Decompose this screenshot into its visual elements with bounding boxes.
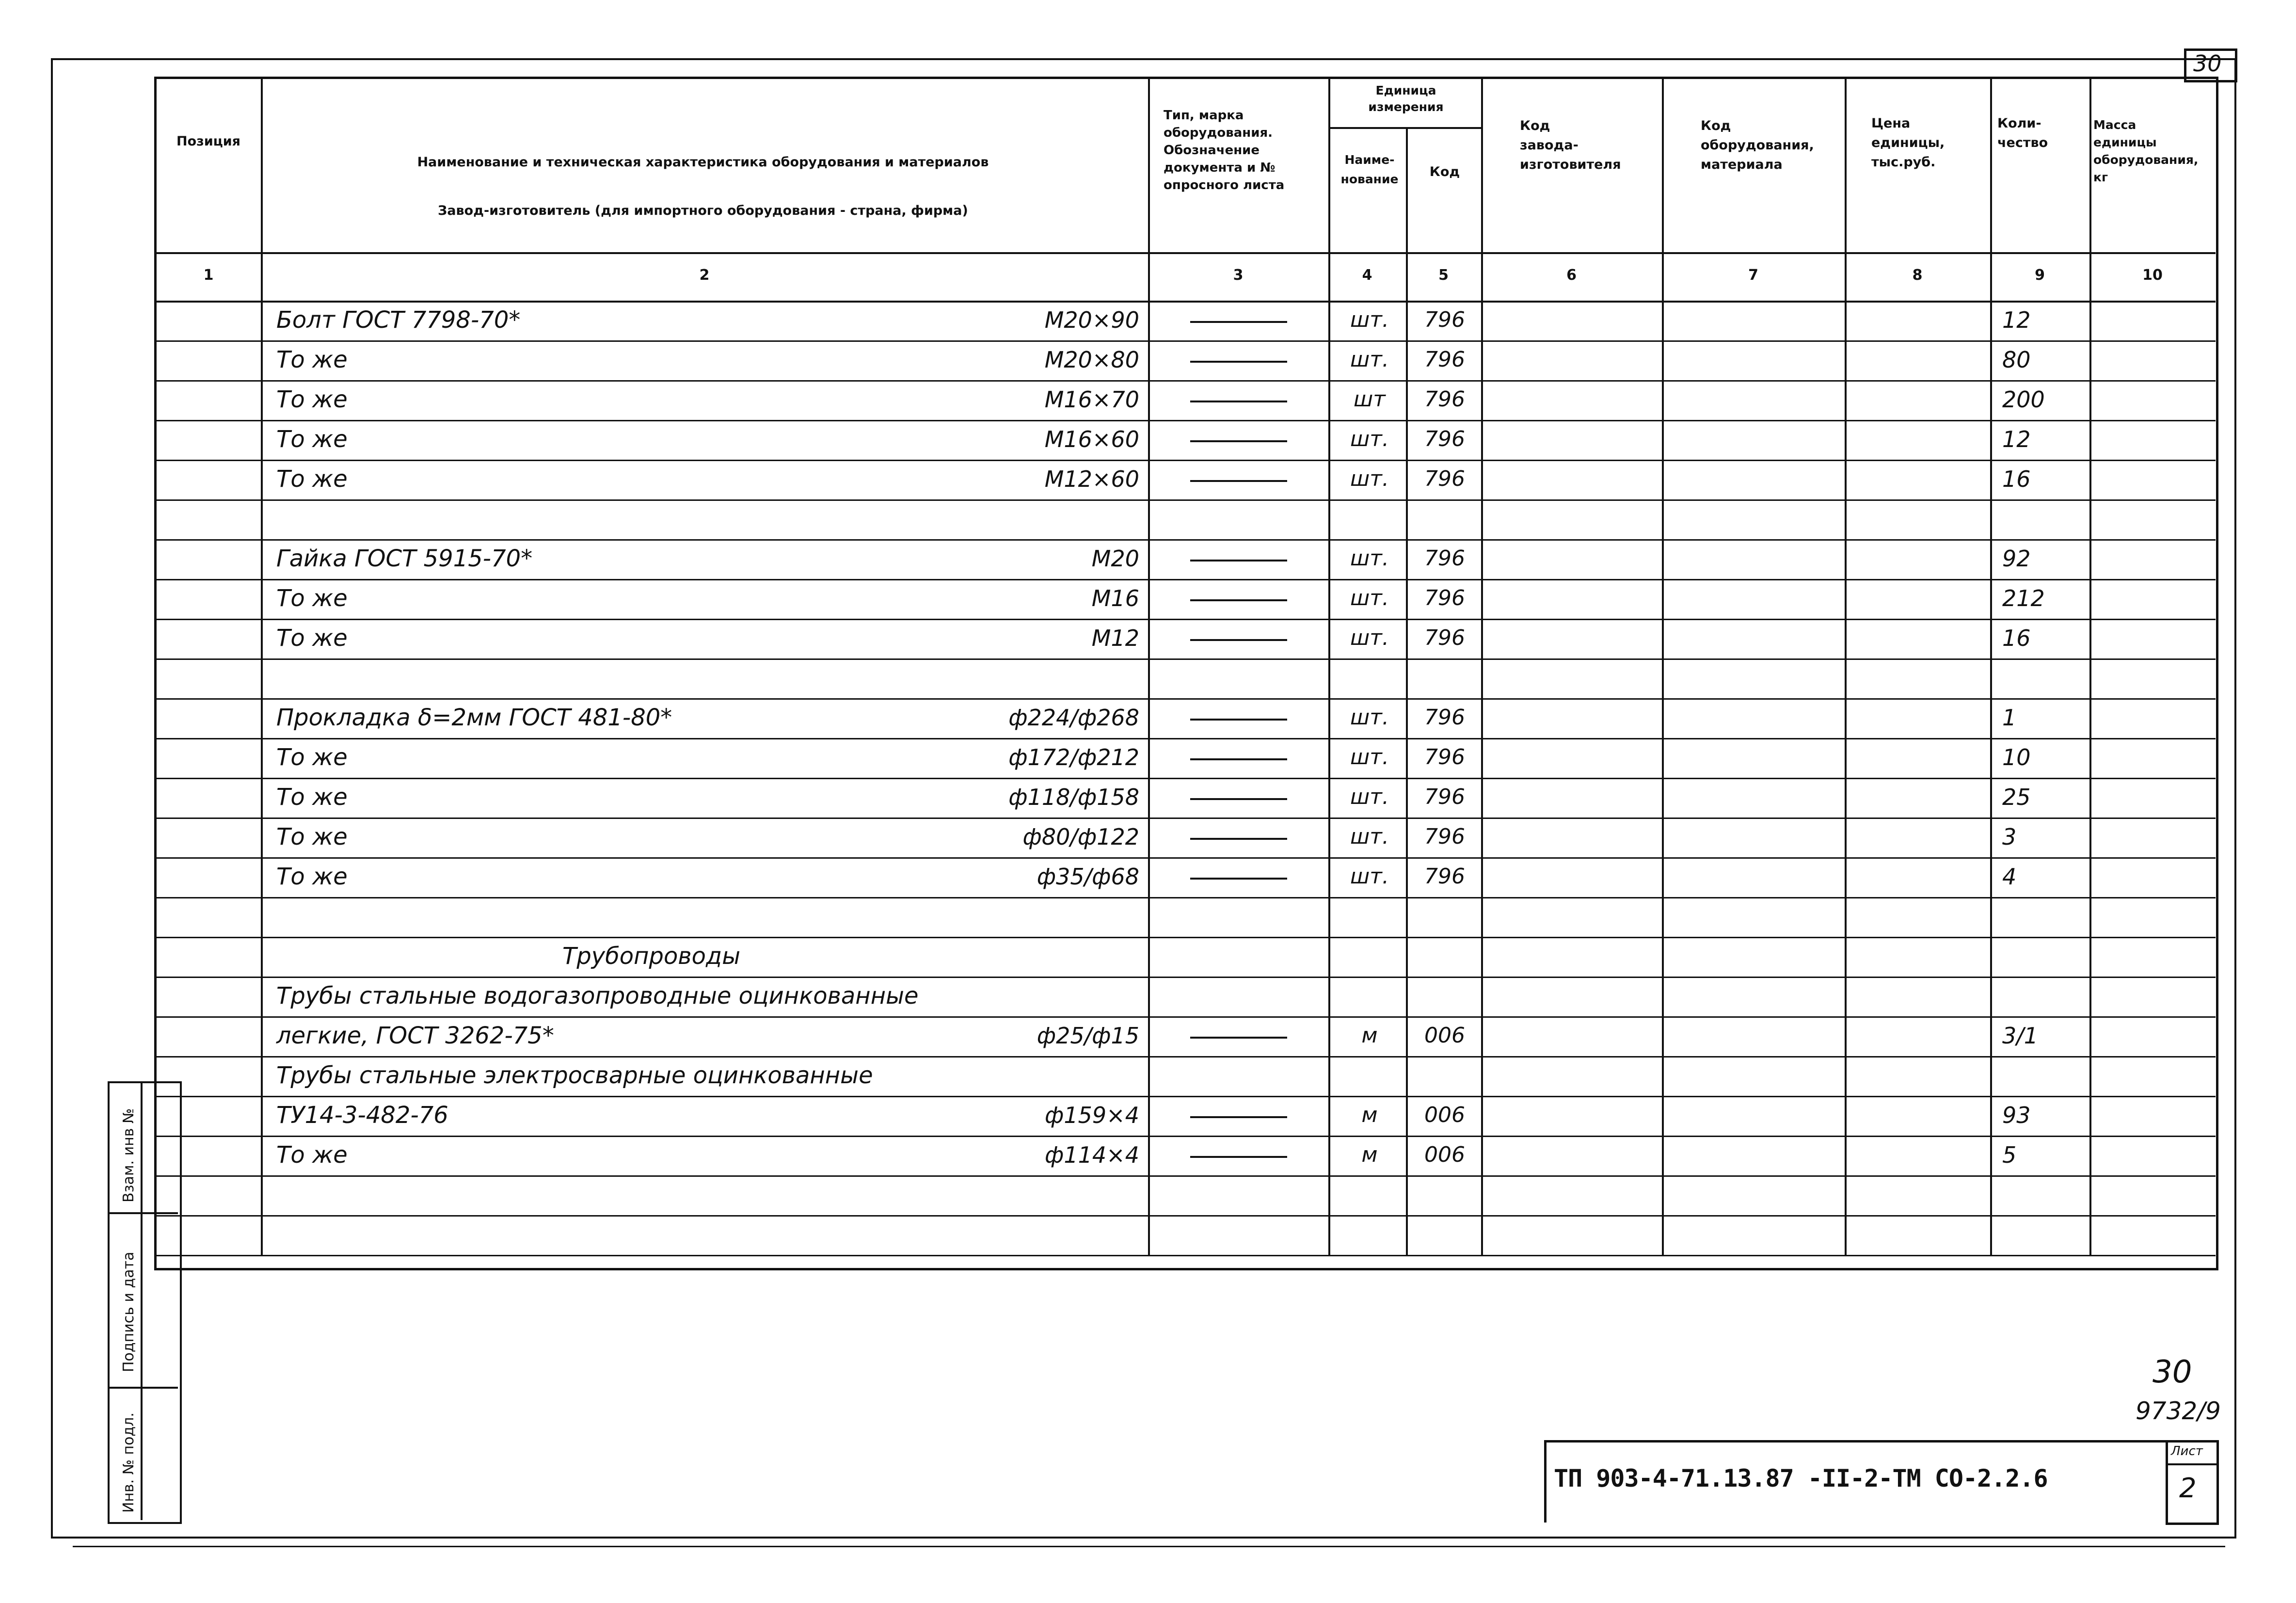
- row-code: 796: [1424, 705, 1465, 730]
- row-size: ф159×4: [1045, 1102, 1139, 1128]
- row-line: [156, 658, 2216, 660]
- row-size: ф114×4: [1045, 1142, 1139, 1168]
- row-line: [156, 698, 2216, 700]
- row-dash: [1190, 321, 1287, 323]
- row-name: То же: [276, 465, 348, 493]
- row-code: 006: [1424, 1103, 1465, 1127]
- stamp-sheet-value: 2: [2179, 1473, 2197, 1504]
- row-quantity: 10: [2002, 744, 2031, 770]
- row-name: Гайка ГОСТ 5915-70*: [276, 545, 533, 572]
- colnum-4: 4: [1362, 267, 1372, 284]
- row-quantity: 200: [2002, 386, 2045, 413]
- row-size: ф118/ф158: [1008, 784, 1139, 810]
- row-dash: [1190, 878, 1287, 880]
- row-quantity: 16: [2002, 625, 2031, 651]
- row-dash: [1190, 1037, 1287, 1039]
- row-code: 796: [1424, 307, 1465, 332]
- row-size: М16×60: [1044, 426, 1139, 452]
- row-unit: шт.: [1350, 864, 1389, 889]
- row-quantity: 1: [2002, 705, 2017, 731]
- colnum-10: 10: [2142, 267, 2163, 284]
- row-line: [156, 340, 2216, 342]
- side-label-inventory: Инв. № подл.: [120, 1412, 137, 1513]
- row-name: То же: [276, 625, 348, 652]
- row-code: 796: [1424, 387, 1465, 412]
- header-mass: Масса единицы оборудования, кг: [2093, 118, 2199, 184]
- row-dash: [1190, 719, 1287, 721]
- row-name: Трубы стальные водогазопроводные оцинкованные: [276, 982, 919, 1010]
- row-name: То же: [276, 386, 348, 413]
- row-dash: [1190, 1116, 1287, 1118]
- row-dash: [1190, 480, 1287, 482]
- row-line: [156, 1215, 2216, 1217]
- header-factory-code: Код завода- изготовителя: [1520, 118, 1621, 172]
- row-name: ТУ14-3-482-76: [276, 1102, 448, 1129]
- row-code: 796: [1424, 347, 1465, 372]
- row-name: То же: [276, 1141, 348, 1169]
- column-line: [1406, 127, 1408, 1255]
- colnum-5: 5: [1438, 267, 1449, 284]
- row-name: Трубопроводы: [562, 943, 741, 970]
- colnum-8: 8: [1912, 267, 1923, 284]
- row-dash: [1190, 440, 1287, 442]
- row-unit: шт.: [1350, 347, 1389, 372]
- row-quantity: 3/1: [2002, 1023, 2039, 1049]
- row-dash: [1190, 1156, 1287, 1158]
- row-line: [156, 977, 2216, 978]
- stamp-sheet-divider: [2166, 1463, 2216, 1465]
- colnum-3: 3: [1233, 267, 1244, 284]
- row-name: То же: [276, 863, 348, 890]
- row-name: То же: [276, 585, 348, 612]
- row-line: [156, 579, 2216, 580]
- colnum-2: 2: [699, 267, 710, 284]
- header-quantity: Коли- чество: [1997, 116, 2048, 150]
- row-unit: шт.: [1350, 307, 1389, 332]
- row-name: Прокладка δ=2мм ГОСТ 481-80*: [276, 704, 672, 731]
- row-size: М20×90: [1044, 307, 1139, 333]
- unit-group-line: [1328, 127, 1481, 129]
- row-code: 796: [1424, 466, 1465, 491]
- row-size: М12×60: [1044, 466, 1139, 492]
- row-size: М12: [1091, 625, 1139, 651]
- row-quantity: 93: [2002, 1102, 2031, 1128]
- row-code: 006: [1424, 1023, 1465, 1048]
- row-line: [156, 1016, 2216, 1018]
- row-line: [156, 380, 2216, 382]
- row-unit: шт.: [1350, 824, 1389, 849]
- row-code: 006: [1424, 1142, 1465, 1167]
- row-quantity: 25: [2002, 784, 2031, 810]
- row-line: [156, 420, 2216, 421]
- row-quantity: 4: [2002, 864, 2017, 890]
- row-line: [156, 937, 2216, 938]
- row-name: То же: [276, 744, 348, 771]
- row-unit: шт.: [1350, 466, 1389, 491]
- bottom-edge-line: [73, 1546, 2225, 1547]
- colnum-7: 7: [1748, 267, 1758, 284]
- header-unit-group: Единица измерения: [1368, 83, 1444, 114]
- row-unit: шт: [1354, 387, 1386, 412]
- row-quantity: 12: [2002, 307, 2031, 333]
- colnum-9: 9: [2035, 267, 2045, 284]
- row-size: ф80/ф122: [1022, 824, 1139, 850]
- row-dash: [1190, 401, 1287, 402]
- row-dash: [1190, 838, 1287, 840]
- row-code: 796: [1424, 546, 1465, 571]
- row-line: [156, 857, 2216, 859]
- row-size: М20: [1091, 545, 1139, 572]
- row-unit: шт.: [1350, 785, 1389, 809]
- row-name: То же: [276, 823, 348, 850]
- row-unit: шт.: [1350, 586, 1389, 610]
- stamp-sheet-label: Лист: [2171, 1444, 2203, 1459]
- row-line: [156, 1096, 2216, 1097]
- row-line: [156, 1255, 2216, 1256]
- row-unit: шт.: [1350, 427, 1389, 451]
- header-name-line2: Завод-изготовитель (для импортного оборудования - страна, фирма): [438, 203, 968, 218]
- row-quantity: 212: [2002, 585, 2045, 611]
- side-strip-divider-1: [108, 1212, 178, 1214]
- header-unit-code: Код: [1429, 164, 1460, 179]
- row-name: Трубы стальные электросварные оцинкованные: [276, 1062, 873, 1089]
- row-name: Болт ГОСТ 7798-70*: [276, 306, 521, 334]
- row-dash: [1190, 599, 1287, 601]
- row-line: [156, 897, 2216, 898]
- row-name: То же: [276, 346, 348, 373]
- row-line: [156, 818, 2216, 819]
- row-line: [156, 1175, 2216, 1177]
- side-label-signature: Подпись и дата: [120, 1251, 137, 1372]
- table-frame: [154, 77, 2218, 1270]
- header-type: Тип, марка оборудования. Обозначение документа и № опросного листа: [1164, 108, 1285, 192]
- row-unit: м: [1361, 1023, 1378, 1048]
- row-line: [156, 499, 2216, 501]
- row-line: [156, 539, 2216, 541]
- row-size: М20×80: [1044, 347, 1139, 373]
- row-code: 796: [1424, 427, 1465, 451]
- row-line: [156, 460, 2216, 461]
- stamp-page-number: 30: [2152, 1354, 2192, 1390]
- side-strip-divider-2: [108, 1387, 178, 1389]
- row-dash: [1190, 639, 1287, 641]
- row-line: [156, 738, 2216, 739]
- row-unit: шт.: [1350, 745, 1389, 769]
- header-bottom-line: [156, 252, 2216, 254]
- row-dash: [1190, 798, 1287, 800]
- row-unit: м: [1361, 1103, 1378, 1127]
- side-strip-inner-line: [141, 1081, 143, 1520]
- row-quantity: 16: [2002, 466, 2031, 492]
- row-quantity: 12: [2002, 426, 2031, 452]
- row-line: [156, 1136, 2216, 1137]
- row-code: 796: [1424, 824, 1465, 849]
- header-name: [262, 133, 1144, 230]
- row-quantity: 5: [2002, 1142, 2017, 1168]
- row-quantity: 80: [2002, 347, 2031, 373]
- side-strip: [108, 1081, 182, 1524]
- side-label-replacement: Взам. инв №: [120, 1108, 137, 1202]
- column-numbers-line: [156, 301, 2216, 303]
- row-code: 796: [1424, 745, 1465, 769]
- row-unit: шт.: [1350, 705, 1389, 730]
- row-dash: [1190, 758, 1287, 760]
- header-name-line1: Наименование и техническая характеристика оборудования и материалов: [417, 155, 989, 170]
- row-line: [156, 619, 2216, 620]
- header-position: Позиция: [176, 134, 241, 149]
- row-line: [156, 778, 2216, 779]
- corner-number: 30: [2193, 50, 2222, 77]
- row-size: ф25/ф15: [1036, 1023, 1139, 1049]
- row-quantity: 3: [2002, 824, 2017, 850]
- row-line: [156, 1056, 2216, 1058]
- stamp-archive-number: 9732/9: [2136, 1397, 2221, 1425]
- row-quantity: 92: [2002, 545, 2031, 572]
- row-size: М16: [1091, 585, 1139, 611]
- header-equipment-code: Код оборудования, материала: [1701, 118, 1814, 172]
- row-code: 796: [1424, 625, 1465, 650]
- row-name: То же: [276, 426, 348, 453]
- row-size: ф224/ф268: [1008, 705, 1139, 731]
- row-name: легкие, ГОСТ 3262-75*: [276, 1022, 554, 1049]
- row-unit: м: [1361, 1142, 1378, 1167]
- row-code: 796: [1424, 586, 1465, 610]
- colnum-6: 6: [1566, 267, 1577, 284]
- stamp-designation: ТП 903-4-71.13.87 -II-2-ТМ СО-2.2.6: [1554, 1464, 2048, 1492]
- row-code: 796: [1424, 785, 1465, 809]
- row-size: ф172/ф212: [1008, 744, 1139, 770]
- header-unit-name: Наиме- нование: [1340, 153, 1399, 186]
- row-unit: шт.: [1350, 625, 1389, 650]
- colnum-1: 1: [203, 267, 214, 284]
- row-dash: [1190, 560, 1287, 561]
- row-dash: [1190, 361, 1287, 363]
- row-size: ф35/ф68: [1036, 864, 1139, 890]
- row-size: М16×70: [1044, 386, 1139, 413]
- header-price: Цена единицы, тыс.руб.: [1871, 116, 1945, 170]
- row-code: 796: [1424, 864, 1465, 889]
- row-name: То же: [276, 784, 348, 811]
- row-unit: шт.: [1350, 546, 1389, 571]
